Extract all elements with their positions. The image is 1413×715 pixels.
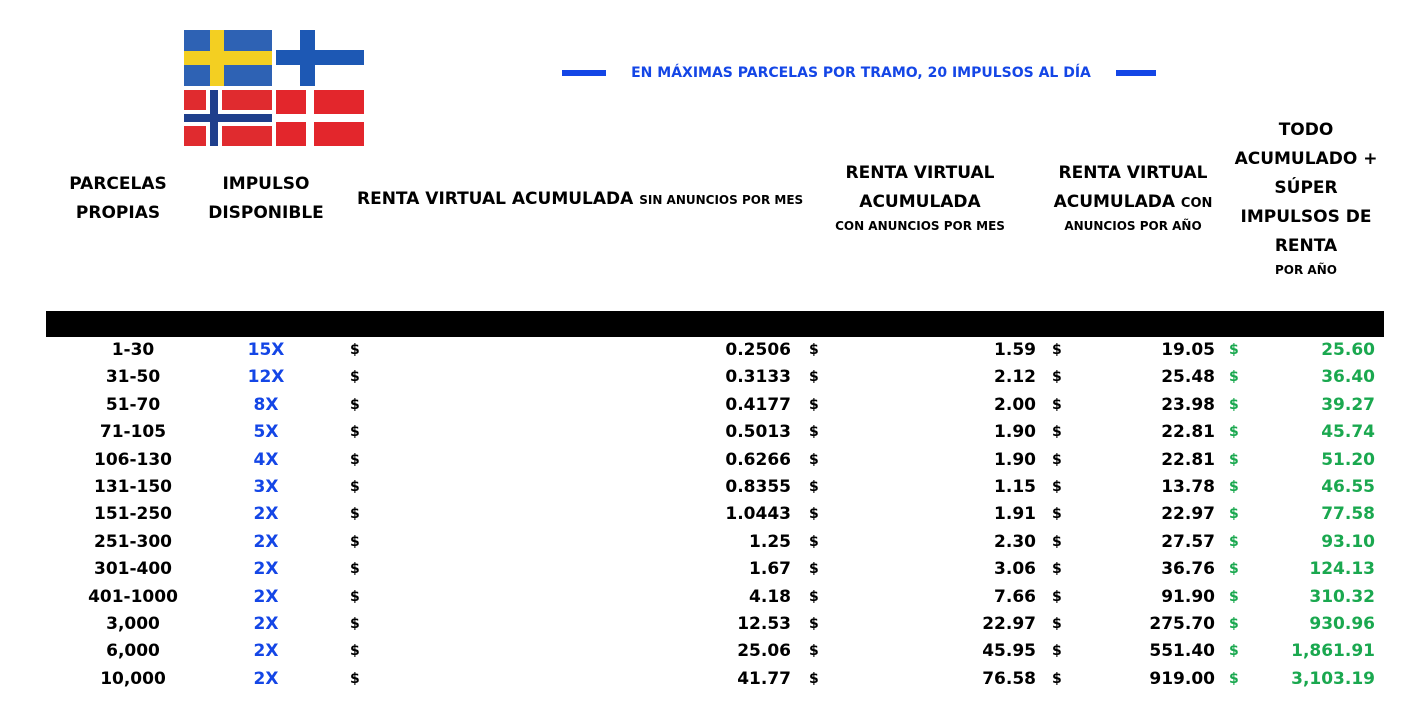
cell-impulso: 5X <box>253 422 279 443</box>
cell-renta-con-anio: 919.00 <box>1149 668 1215 689</box>
cell-renta-sin-mes: 1.0443 <box>725 504 791 525</box>
denmark-flag-icon <box>276 90 364 146</box>
dollar-sign: $ <box>1229 369 1239 386</box>
header-renta-con-mes <box>820 159 1020 235</box>
dollar-sign: $ <box>350 424 360 441</box>
cell-impulso: 2X <box>253 586 279 607</box>
cell-renta-con-anio: 551.40 <box>1149 641 1215 662</box>
subtitle-row <box>562 62 1156 84</box>
cell-impulso: 4X <box>253 449 279 470</box>
cell-renta-con-anio: 23.98 <box>1161 394 1215 415</box>
dollar-sign: $ <box>1052 396 1062 413</box>
cell-renta-con-anio: 13.78 <box>1161 476 1215 497</box>
dollar-sign: $ <box>809 451 819 468</box>
cell-parcelas: 3,000 <box>106 613 160 634</box>
dollar-sign: $ <box>350 396 360 413</box>
cell-renta-con-anio: 22.81 <box>1161 449 1215 470</box>
dollar-sign: $ <box>350 561 360 578</box>
table-row <box>0 529 1413 556</box>
header-impulso-line2: DISPONIBLE <box>208 203 324 223</box>
dollar-sign: $ <box>809 342 819 358</box>
table-row <box>0 474 1413 501</box>
table-row <box>0 666 1413 693</box>
dollar-sign: $ <box>350 643 360 660</box>
sweden-flag-icon <box>184 30 272 86</box>
header-divider-bar <box>46 311 1384 337</box>
cell-parcelas: 401-1000 <box>88 586 178 607</box>
dollar-sign: $ <box>350 369 360 386</box>
subtitle: EN MÁXIMAS PARCELAS POR TRAMO, 20 IMPULSOS AL DÍA <box>631 65 1091 81</box>
dollar-sign: $ <box>350 342 360 358</box>
dollar-sign: $ <box>809 670 819 687</box>
header-renta-anio <box>1040 159 1226 235</box>
dollar-sign: $ <box>809 615 819 632</box>
cell-parcelas: 151-250 <box>93 504 173 525</box>
table-row <box>0 611 1413 638</box>
cell-renta-con-mes: 1.59 <box>994 340 1036 360</box>
dollar-sign: $ <box>1229 533 1239 550</box>
cell-renta-con-anio: 22.97 <box>1161 504 1215 525</box>
cell-total: 46.55 <box>1321 476 1375 497</box>
dollar-sign: $ <box>809 643 819 660</box>
dollar-sign: $ <box>1052 561 1062 578</box>
cell-renta-con-mes: 1.91 <box>994 504 1036 525</box>
cell-renta-sin-mes: 1.67 <box>749 559 791 580</box>
cell-renta-con-mes: 1.90 <box>994 449 1036 470</box>
dollar-sign: $ <box>1229 670 1239 687</box>
dollar-sign: $ <box>1229 478 1239 495</box>
cell-total: 1,861.91 <box>1291 641 1375 662</box>
header-impulso <box>200 170 332 228</box>
cell-renta-con-anio: 22.81 <box>1161 422 1215 443</box>
cell-impulso: 2X <box>253 668 279 689</box>
header-parcelas-line1: PARCELAS <box>69 174 167 194</box>
cell-renta-con-mes: 7.66 <box>994 586 1036 607</box>
header-renta-anio-sub: ANUNCIOS POR AÑO <box>1064 219 1202 233</box>
dollar-sign: $ <box>809 396 819 413</box>
header-renta-con-mes-line2: ACUMULADA <box>859 192 981 212</box>
cell-renta-sin-mes: 1.25 <box>749 531 791 552</box>
table-row <box>0 392 1413 419</box>
header-renta-con-mes-sub: CON ANUNCIOS POR MES <box>835 219 1005 233</box>
dollar-sign: $ <box>1052 342 1062 358</box>
table-row <box>0 638 1413 665</box>
header-parcelas <box>46 170 190 228</box>
cell-total: 124.13 <box>1309 559 1375 580</box>
dollar-sign: $ <box>350 533 360 550</box>
cell-renta-con-mes: 1.15 <box>994 476 1036 497</box>
header-renta-sin-mes <box>357 185 804 214</box>
cell-total: 77.58 <box>1321 504 1375 525</box>
dollar-sign: $ <box>1052 533 1062 550</box>
dollar-sign: $ <box>1052 588 1062 605</box>
header-todo-line2: ACUMULADO + <box>1234 149 1378 169</box>
dollar-sign: $ <box>1052 615 1062 632</box>
dollar-sign: $ <box>1229 588 1239 605</box>
cell-renta-con-anio: 19.05 <box>1161 340 1215 360</box>
cell-renta-con-mes: 45.95 <box>982 641 1036 662</box>
table-row <box>0 447 1413 474</box>
dollar-sign: $ <box>350 451 360 468</box>
cell-parcelas: 106-130 <box>93 449 173 470</box>
cell-total: 45.74 <box>1321 422 1375 443</box>
cell-impulso: 2X <box>253 531 279 552</box>
cell-impulso: 12X <box>247 367 285 388</box>
table-row <box>0 337 1413 364</box>
dollar-sign: $ <box>350 615 360 632</box>
header-renta-anio-line2 <box>1040 188 1226 217</box>
cell-parcelas: 1-30 <box>111 340 155 360</box>
dollar-sign: $ <box>1229 396 1239 413</box>
cell-renta-sin-mes: 0.5013 <box>725 422 791 443</box>
dollar-sign: $ <box>809 424 819 441</box>
cell-renta-con-mes: 3.06 <box>994 559 1036 580</box>
cell-renta-con-mes: 2.12 <box>994 367 1036 388</box>
dollar-sign: $ <box>1229 643 1239 660</box>
dollar-sign: $ <box>1229 506 1239 523</box>
cell-total: 310.32 <box>1309 586 1375 607</box>
cell-total: 930.96 <box>1309 613 1375 634</box>
cell-parcelas: 6,000 <box>106 641 160 662</box>
header-renta-anio-acumulada: ACUMULADA <box>1053 192 1175 212</box>
cell-renta-sin-mes: 4.18 <box>749 586 791 607</box>
cell-impulso: 8X <box>253 394 279 415</box>
cell-total: 93.10 <box>1321 531 1375 552</box>
dollar-sign: $ <box>1229 561 1239 578</box>
cell-renta-con-anio: 25.48 <box>1161 367 1215 388</box>
cell-renta-sin-mes: 25.06 <box>737 641 791 662</box>
cell-renta-sin-mes: 0.3133 <box>725 367 791 388</box>
header-renta-anio-line1: RENTA VIRTUAL <box>1058 163 1208 183</box>
subtitle-bar-left <box>562 70 606 76</box>
header-todo-line1: TODO <box>1278 120 1334 140</box>
header-todo-line5: RENTA <box>1274 236 1338 256</box>
dollar-sign: $ <box>1052 670 1062 687</box>
cell-renta-sin-mes: 0.2506 <box>725 340 791 360</box>
dollar-sign: $ <box>809 588 819 605</box>
dollar-sign: $ <box>1052 506 1062 523</box>
dollar-sign: $ <box>809 506 819 523</box>
header-todo-line4: IMPULSOS DE <box>1240 207 1372 227</box>
table-row <box>0 501 1413 528</box>
cell-impulso: 2X <box>253 504 279 525</box>
cell-renta-con-mes: 1.90 <box>994 422 1036 443</box>
dollar-sign: $ <box>1052 369 1062 386</box>
cell-total: 39.27 <box>1321 394 1375 415</box>
dollar-sign: $ <box>809 561 819 578</box>
cell-renta-sin-mes: 0.4177 <box>725 394 791 415</box>
cell-renta-con-anio: 91.90 <box>1161 586 1215 607</box>
cell-renta-con-mes: 2.00 <box>994 394 1036 415</box>
nordic-flags <box>184 30 364 146</box>
table-body <box>0 337 1413 693</box>
cell-total: 25.60 <box>1321 340 1375 360</box>
cell-renta-con-anio: 275.70 <box>1149 613 1215 634</box>
dollar-sign: $ <box>1052 478 1062 495</box>
cell-parcelas: 251-300 <box>93 531 173 552</box>
dollar-sign: $ <box>809 478 819 495</box>
dollar-sign: $ <box>350 670 360 687</box>
dollar-sign: $ <box>350 506 360 523</box>
dollar-sign: $ <box>809 369 819 386</box>
cell-renta-con-mes: 76.58 <box>982 668 1036 689</box>
cell-parcelas: 71-105 <box>99 422 167 443</box>
cell-parcelas: 51-70 <box>105 394 161 415</box>
dollar-sign: $ <box>1229 615 1239 632</box>
norway-flag-icon <box>184 90 272 146</box>
cell-renta-con-anio: 27.57 <box>1161 531 1215 552</box>
header-todo <box>1226 116 1386 279</box>
cell-impulso: 15X <box>247 340 285 360</box>
header-impulso-line1: IMPULSO <box>222 174 310 194</box>
header-todo-line3: SÚPER <box>1274 178 1338 198</box>
cell-renta-sin-mes: 0.6266 <box>725 449 791 470</box>
cell-renta-con-mes: 22.97 <box>982 613 1036 634</box>
cell-renta-con-anio: 36.76 <box>1161 559 1215 580</box>
table-row <box>0 364 1413 391</box>
dollar-sign: $ <box>1052 451 1062 468</box>
cell-total: 3,103.19 <box>1291 668 1375 689</box>
subtitle-bar-right <box>1116 70 1156 76</box>
dollar-sign: $ <box>809 533 819 550</box>
cell-parcelas: 31-50 <box>105 367 161 388</box>
dollar-sign: $ <box>1052 424 1062 441</box>
header-parcelas-line2: PROPIAS <box>75 203 161 223</box>
cell-renta-sin-mes: 12.53 <box>737 613 791 634</box>
table-row <box>0 584 1413 611</box>
dollar-sign: $ <box>1052 643 1062 660</box>
header-renta-sin-mes-sub: SIN ANUNCIOS POR MES <box>639 193 804 207</box>
cell-parcelas: 301-400 <box>93 559 173 580</box>
cell-impulso: 3X <box>253 476 279 497</box>
cell-parcelas: 10,000 <box>100 668 166 689</box>
cell-impulso: 2X <box>253 613 279 634</box>
dollar-sign: $ <box>1229 451 1239 468</box>
cell-renta-sin-mes: 41.77 <box>737 668 791 689</box>
dollar-sign: $ <box>350 588 360 605</box>
finland-flag-icon <box>276 30 364 86</box>
dollar-sign: $ <box>1229 424 1239 441</box>
cell-impulso: 2X <box>253 559 279 580</box>
cell-impulso: 2X <box>253 641 279 662</box>
header-renta-anio-con: CON <box>1180 196 1213 211</box>
cell-renta-con-mes: 2.30 <box>994 531 1036 552</box>
cell-renta-sin-mes: 0.8355 <box>725 476 791 497</box>
header-todo-sub: POR AÑO <box>1275 263 1337 277</box>
header-renta-sin-mes-main: RENTA VIRTUAL ACUMULADA <box>357 189 634 209</box>
table-row <box>0 556 1413 583</box>
dollar-sign: $ <box>1229 342 1239 358</box>
cell-parcelas: 131-150 <box>93 476 173 497</box>
cell-total: 36.40 <box>1321 367 1375 388</box>
header-renta-con-mes-line1: RENTA VIRTUAL <box>845 163 995 183</box>
cell-total: 51.20 <box>1321 449 1375 470</box>
dollar-sign: $ <box>350 478 360 495</box>
table-row <box>0 419 1413 446</box>
